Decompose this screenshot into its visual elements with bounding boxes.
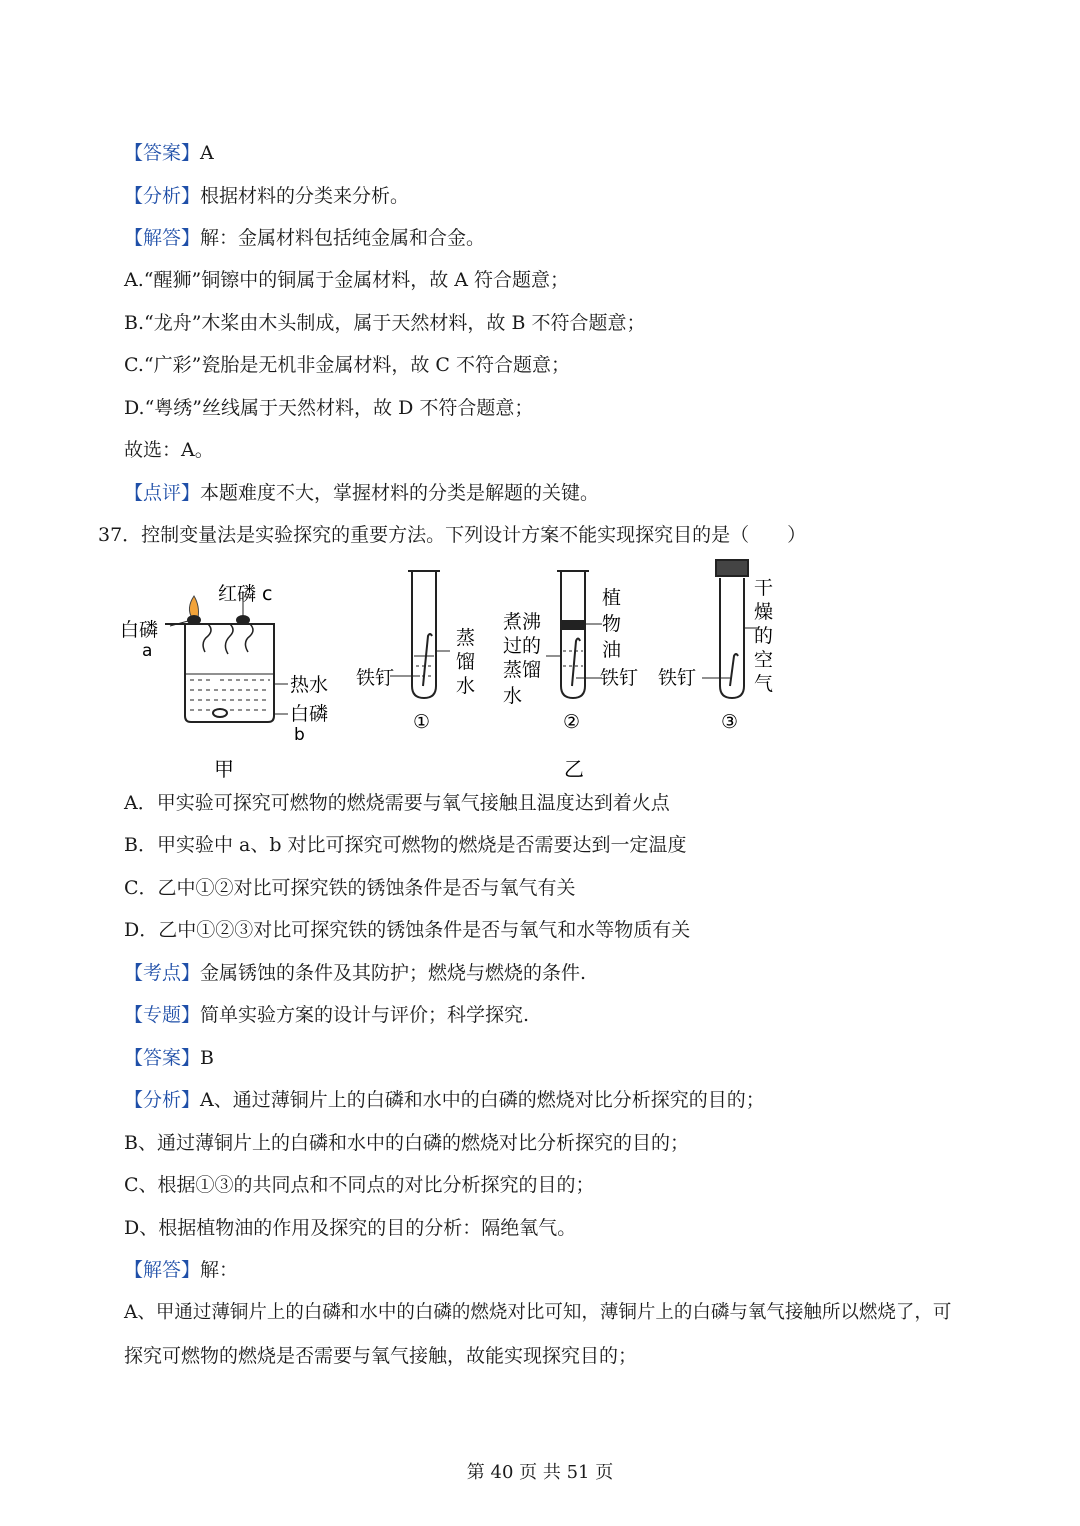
solution-item: C.“广彩”瓷胎是无机非金属材料，故 C 不符合题意； [124,354,570,376]
solution-text: 解： [200,1259,239,1281]
option-a: A．甲实验可探究可燃物的燃烧需要与氧气接触且温度达到着火点 [124,792,670,814]
option-c: C．乙中①②对比可探究铁的锈蚀条件是否与氧气有关 [124,877,576,899]
label-t1-2: 馏 [456,651,476,673]
label-t3-3: 的 [754,625,774,647]
label-t3-5: 气 [754,673,774,695]
label-t3-4: 空 [754,649,774,671]
topic-tag: 【专题】 [124,1004,201,1026]
label-a: a [142,641,153,661]
analysis-item: C、根据①③的共同点和不同点的对比分析探究的目的； [124,1174,595,1196]
analysis-line-2 [124,1088,765,1112]
solution-item: 探究可燃物的燃烧是否需要与氧气接触，故能实现探究目的； [124,1345,638,1367]
label-b: b [294,725,305,745]
analysis-line-1 [124,184,409,208]
analysis-text: A、通过薄铜片上的白磷和水中的白磷的燃烧对比分析探究的目的； [200,1089,765,1111]
label-yi: 乙 [564,757,584,781]
label-t1-1: 蒸 [456,627,476,649]
label-t2-r3: 油 [602,639,622,661]
analysis-text: 根据材料的分类来分析。 [200,185,410,207]
solution-item: B.“龙舟”木桨由木头制成，属于天然材料，故 B 不符合题意； [124,312,646,334]
label-t2-r1: 植 [602,587,622,609]
point-text: 金属锈蚀的条件及其防护；燃烧与燃烧的条件. [200,962,587,984]
solution-tag: 【解答】 [124,227,201,249]
solution-item: A、甲通过薄铜片上的白磷和水中的白磷的燃烧对比可知，薄铜片上的白磷与氧气接触所以燃烧了，可 [124,1302,952,1323]
point-tag: 【考点】 [124,962,201,984]
label-nail-1: 铁钉 [356,667,395,689]
comment-text: 本题难度不大，掌握材料的分类是解题的关键。 [200,482,600,504]
question-stem: 37．控制变量法是实验探究的重要方法。下列设计方案不能实现探究目的是（ ） [98,524,807,546]
experiment-figure [110,556,810,786]
solution-tag: 【解答】 [124,1259,201,1281]
solution-line-2 [124,1258,238,1282]
comment-line [124,481,599,505]
beaker [185,624,274,722]
analysis-item: B、通过薄铜片上的白磷和水中的白磷的燃烧对比分析探究的目的； [124,1132,689,1154]
page-footer: 第 40 页 共 51 页 [466,1462,614,1483]
label-t2-l4: 水 [503,685,523,707]
answer-line-2 [124,1046,214,1070]
solution-line-1 [124,226,485,250]
solution-item: 故选：A。 [124,439,214,461]
label-hot-water: 热水 [290,674,329,696]
label-t2-r2: 物 [602,613,622,635]
label-nail-2: 铁钉 [600,667,639,689]
answer-value: B [200,1047,214,1069]
analysis-tag: 【分析】 [124,1089,201,1111]
option-d: D．乙中①②③对比可探究铁的锈蚀条件是否与氧气和水等物质有关 [124,919,691,941]
answer-tag: 【答案】 [124,1047,201,1069]
topic-text: 简单实验方案的设计与评价；科学探究. [200,1004,530,1026]
label-jia: 甲 [214,757,234,781]
option-b: B．甲实验中 a、b 对比可探究可燃物的燃烧是否需要达到一定温度 [124,834,687,856]
label-tube-3: ③ [721,711,739,733]
label-tube-2: ② [563,711,581,733]
label-t1-3: 水 [456,675,476,697]
label-t2-l3: 蒸馏 [503,659,542,681]
topic-line [124,1003,529,1027]
answer-value: A [200,142,214,164]
label-white-phosphorus-b: 白磷 [290,703,329,725]
label-t2-l2: 过的 [503,635,542,657]
comment-tag: 【点评】 [124,482,201,504]
label-t3-1: 干 [754,577,774,599]
solution-text: 解：金属材料包括纯金属和合金。 [200,227,486,249]
label-t2-l1: 煮沸 [503,611,542,633]
answer-tag: 【答案】 [124,142,201,164]
label-t3-2: 燥 [754,601,774,623]
point-line [124,961,586,985]
label-red-phosphorus: 红磷 c [218,583,273,605]
solution-item: A.“醒狮”铜镲中的铜属于金属材料，故 A 符合题意； [124,269,569,291]
label-white-phosphorus-a: 白磷 [120,619,159,641]
label-nail-3: 铁钉 [658,667,697,689]
analysis-tag: 【分析】 [124,185,201,207]
analysis-item: D、根据植物油的作用及探究的目的分析：隔绝氧气。 [124,1217,577,1239]
solution-item: D.“粤绣”丝线属于天然材料，故 D 不符合题意； [124,397,534,419]
label-tube-1: ① [413,711,431,733]
answer-line-1 [124,141,214,165]
